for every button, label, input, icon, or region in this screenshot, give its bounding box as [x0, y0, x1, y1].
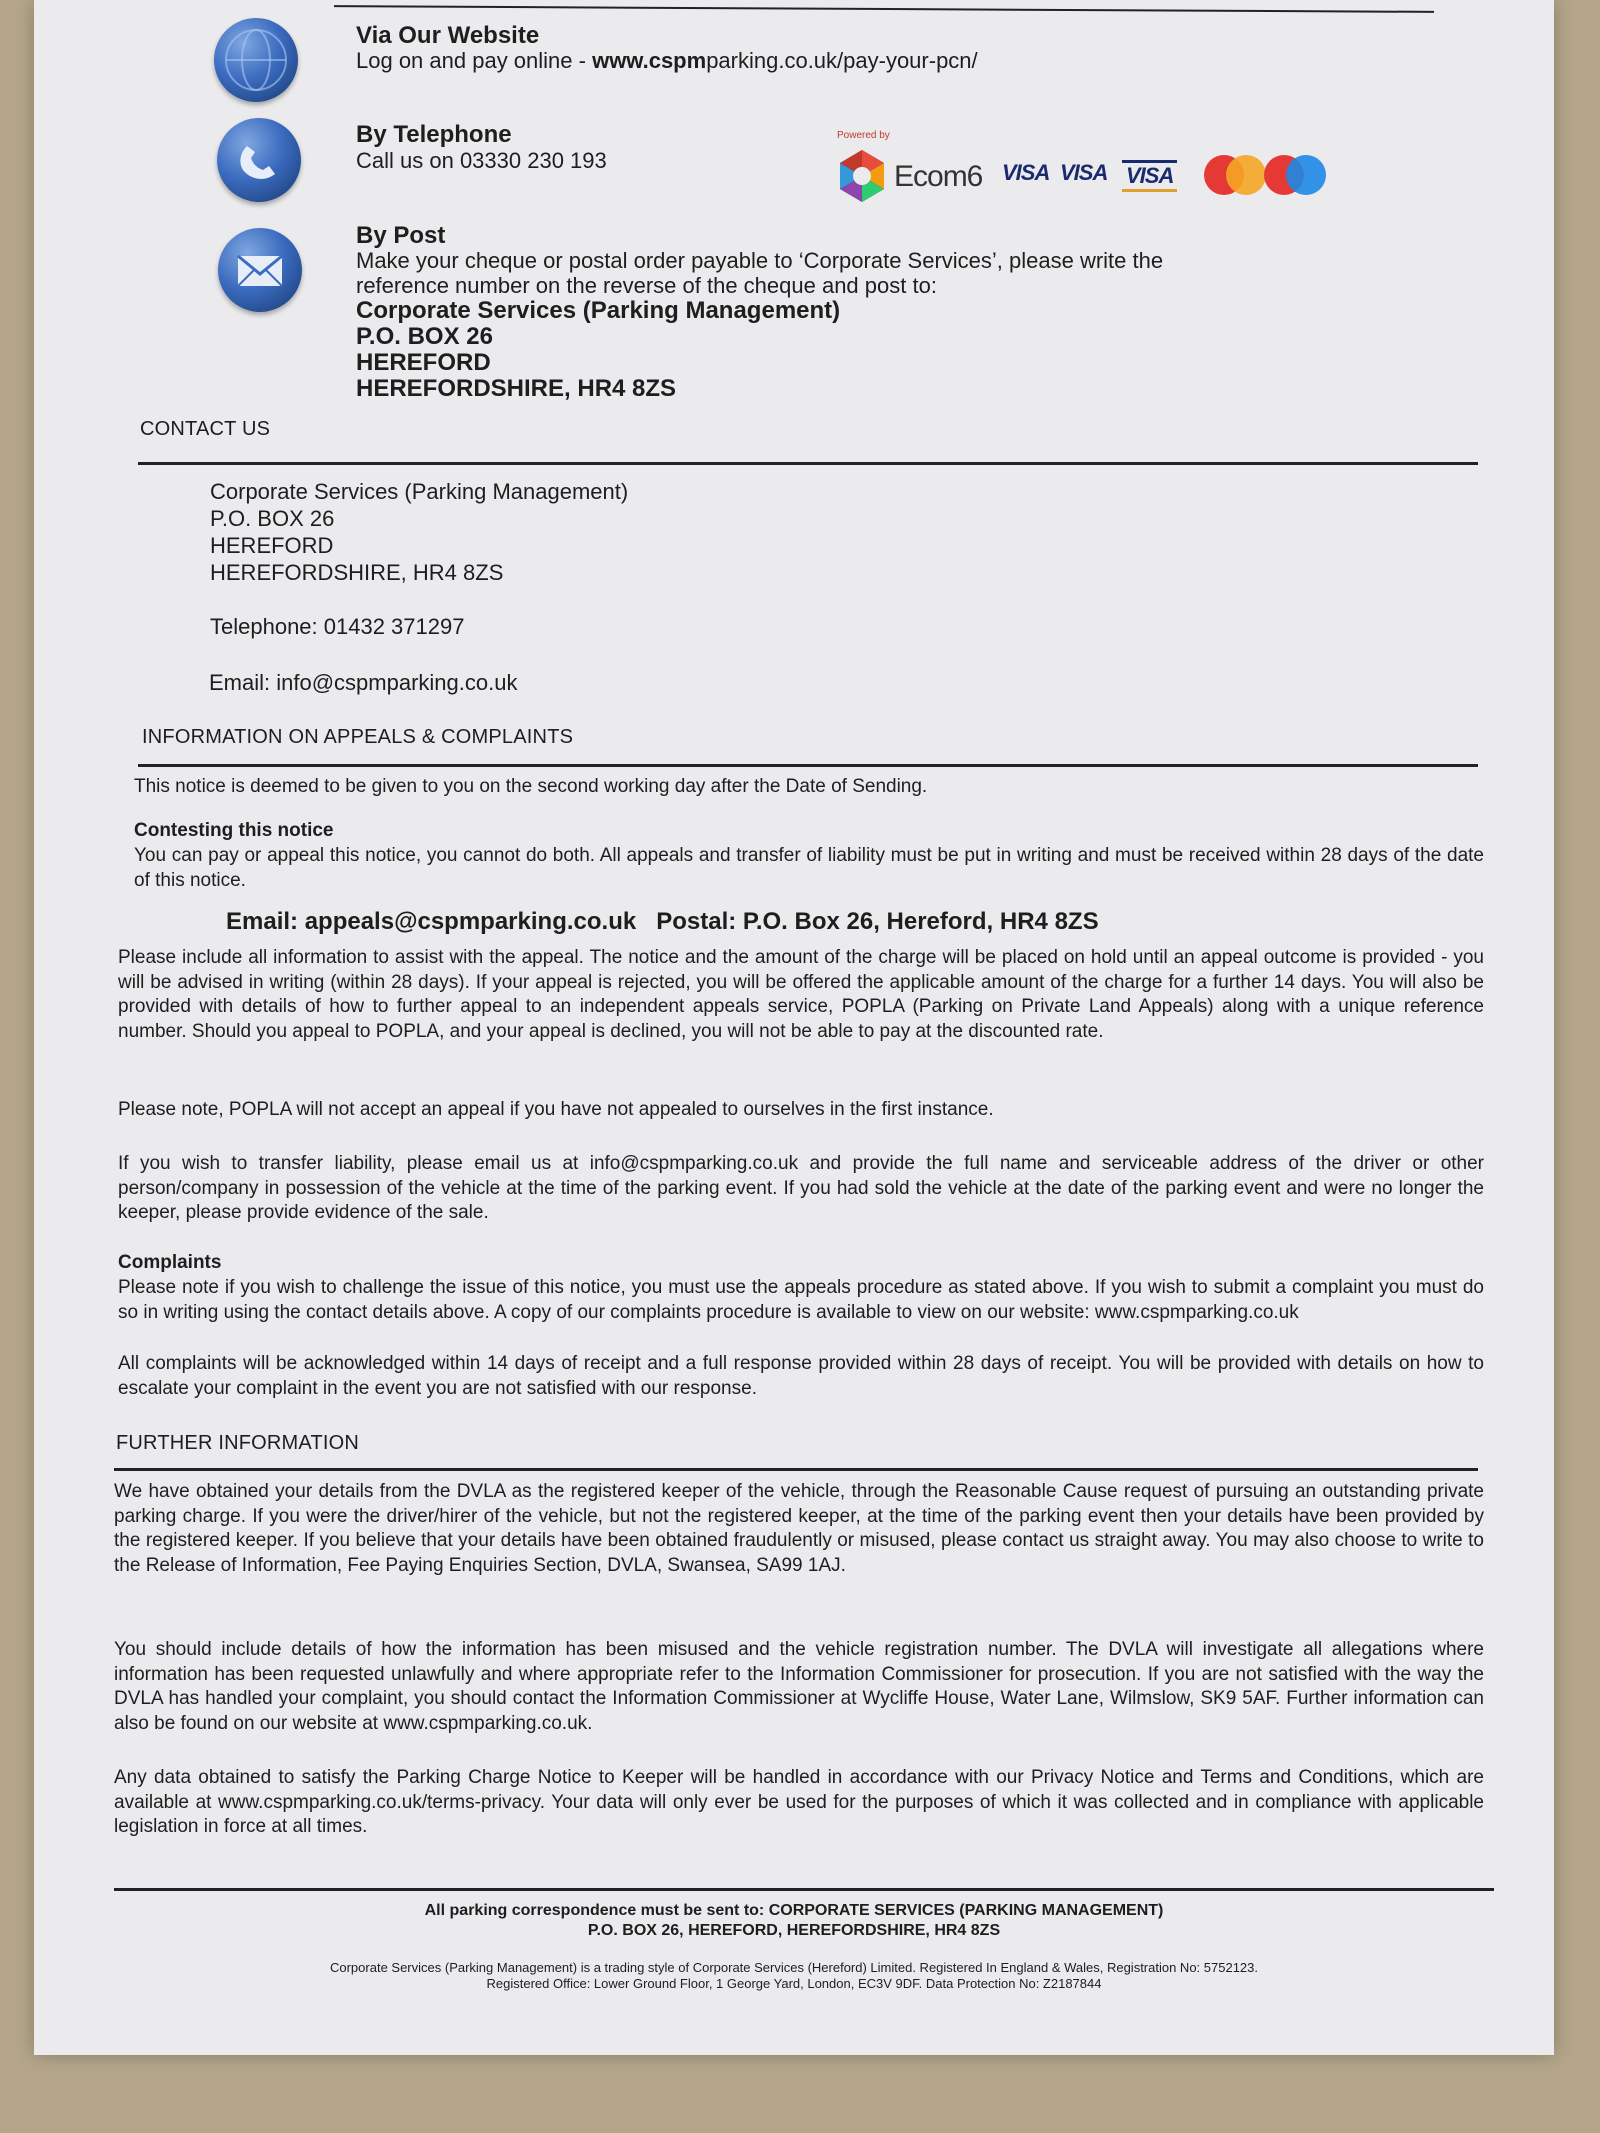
contact-address — [210, 478, 628, 586]
mastercard-logo-icon-2 — [1226, 155, 1266, 195]
contact-heading: CONTACT US — [140, 418, 271, 440]
telephone-line[interactable]: Call us on 03330 230 193 — [356, 148, 607, 173]
footer-line-2: P.O. BOX 26, HEREFORD, HEREFORDSHIRE, HR4 8ZS — [587, 1922, 1001, 1939]
appeals-heading: INFORMATION ON APPEALS & COMPLAINTS — [142, 726, 574, 748]
footer-legal-2: Registered Office: Lower Ground Floor, 1 George Yard, London, EC3V 9DF. Data Protection No: Z2187844 — [486, 1976, 1102, 1991]
post-line-1: Make your cheque or postal order payable to ‘Corporate Services’, please write the — [356, 248, 1164, 273]
appeals-postal: Postal: P.O. Box 26, Hereford, HR4 8ZS — [656, 908, 1099, 935]
website-url[interactable]: parking.co.uk/pay-your-pcn/ — [706, 48, 978, 73]
website-line — [356, 48, 978, 74]
website-title: Via Our Website — [356, 22, 540, 49]
footer-legal-1: Corporate Services (Parking Management) is a trading style of Corporate Services (Hereford) Limited. Registered In England & Wales, Registration No: 5752123. — [329, 1960, 1258, 1975]
visa-debit-logo: VISA — [1060, 160, 1108, 185]
contesting-text: You can pay or appeal this notice, you cannot do both. All appeals and transfer of liability must be put in writing and must be received within 28 days of the date of this notice. — [134, 845, 1484, 891]
footer-prefix: All parking correspondence must be sent to: — [424, 1902, 769, 1919]
website-text: Log on and pay online - — [356, 48, 593, 73]
contact-email[interactable]: Email: info@cspmparking.co.uk — [209, 670, 518, 695]
contact-address-line: Corporate Services (Parking Management) — [210, 479, 629, 504]
further-heading: FURTHER INFORMATION — [116, 1432, 360, 1454]
top-divider — [334, 5, 1434, 13]
notice-page — [34, 0, 1554, 2055]
ecom6-logo-icon — [834, 148, 890, 204]
complaints-title: Complaints — [118, 1252, 222, 1273]
further-para-3: Any data obtained to satisfy the Parking Charge Notice to Keeper will be handled in accordance with our Privacy Notice and Terms and Conditions, which are available at www.cspmparking.co.uk/terms-privacy. Your data will only ever be used for the purposes of which it was collected and in compliance with applicable legislation in force at all times. — [114, 1767, 1484, 1837]
footer-line-1 — [34, 1902, 1554, 1920]
contact-divider — [138, 462, 1478, 465]
visa-logo: VISA — [1002, 160, 1050, 185]
further-divider — [114, 1468, 1478, 1471]
footer-divider — [114, 1888, 1494, 1891]
powered-by-label: Powered by — [837, 130, 890, 141]
further-para-2: You should include details of how the information has been misused and the vehicle registration number. The DVLA will investigate all allegations where information has been requested unlawfully and where appropriate refer to the Information Commissioner for prosecution. If you are not satisfied with the way the DVLA has handled your complaint, you should contact the Information Commissioner at Wycliffe House, Water Lane, Wilmslow, SK9 5AF. Further information can also be found on our website at www.cspmparking.co.uk. — [114, 1639, 1484, 1734]
maestro-logo-icon-2 — [1286, 155, 1326, 195]
website-url-bold[interactable]: www.cspm — [592, 48, 707, 73]
ecom6-name: Ecom6 — [894, 160, 983, 193]
telephone-icon — [217, 118, 301, 202]
complaints-text: Please note if you wish to challenge the issue of this notice, you must use the appeals procedure as stated above. If you wish to submit a complaint you must do so in writing using the contact details above. A copy of our complaints procedure is available to view on our website: www.cspmparking.co.uk — [118, 1277, 1484, 1323]
appeals-para-2: Please note, POPLA will not accept an appeal if you have not appealed to ourselves in the first instance. — [118, 1099, 994, 1120]
contact-address-line: HEREFORD — [210, 533, 334, 558]
post-title: By Post — [356, 222, 446, 249]
appeals-para-1: Please include all information to assist with the appeal. The notice and the amount of the charge will be placed on hold until an appeal outcome is provided - you will be advised in writing (within 28 days). If your appeal is rejected, you will be offered the applicable amount of the charge for a further 14 days. You will also be provided with details of how to further appeal to an independent appeals service, POPLA (Parking on Private Land Appeals) along with a unique reference number. Should you appeal to POPLA, and your appeal is declined, you will not be able to pay at the discounted rate. — [118, 947, 1484, 1042]
contact-address-line: HEREFORDSHIRE, HR4 8ZS — [210, 560, 504, 585]
appeals-email[interactable]: Email: appeals@cspmparking.co.uk — [226, 908, 637, 935]
complaints-text-2: All complaints will be acknowledged within 14 days of receipt and a full response provided within 28 days of receipt. You will be provided with details on how to escalate your complaint in the event you are not satisfied with our response. — [118, 1353, 1484, 1399]
post-address-line: Corporate Services (Parking Management) — [356, 297, 841, 324]
appeals-para-3: If you wish to transfer liability, please email us at info@cspmparking.co.uk and provide the full name and serviceable address of the driver or other person/company in possession of the vehicle at the time of the parking event. If you had sold the vehicle at the date of the parking event and were no longer the keeper, please provide evidence of the sale. — [118, 1153, 1484, 1223]
post-address — [356, 298, 840, 402]
further-para-1: We have obtained your details from the DVLA as the registered keeper of the vehicle, through the Reasonable Cause request of pursuing an outstanding private parking charge. If you were the driver/hirer of the vehicle, but not the registered keeper, at the time of the parking event then your details have been provided by the registered keeper. If you believe that your details have been obtained fraudulently or misused, please contact us straight away. You may also choose to write to the Release of Information, Fee Paying Enquiries Section, DVLA, Swansea, SA99 1AJ. — [114, 1481, 1484, 1576]
footer-company: CORPORATE SERVICES (PARKING MANAGEMENT) — [768, 1902, 1164, 1919]
contact-address-line: P.O. BOX 26 — [210, 506, 335, 531]
appeals-divider — [138, 764, 1478, 767]
post-address-line: HEREFORDSHIRE, HR4 8ZS — [356, 375, 677, 402]
appeals-contact-line — [226, 908, 1099, 936]
deemed-text: This notice is deemed to be given to you on the second working day after the Date of Sending. — [134, 776, 928, 797]
envelope-icon — [218, 228, 302, 312]
globe-icon — [214, 18, 298, 102]
visa-electron-logo: VISA — [1122, 160, 1177, 192]
post-address-line: P.O. BOX 26 — [356, 323, 493, 350]
contesting-title: Contesting this notice — [134, 820, 334, 841]
post-address-line: HEREFORD — [356, 349, 491, 376]
contact-telephone[interactable]: Telephone: 01432 371297 — [210, 614, 465, 639]
telephone-title: By Telephone — [356, 121, 512, 148]
post-line-2: reference number on the reverse of the cheque and post to: — [356, 273, 937, 298]
